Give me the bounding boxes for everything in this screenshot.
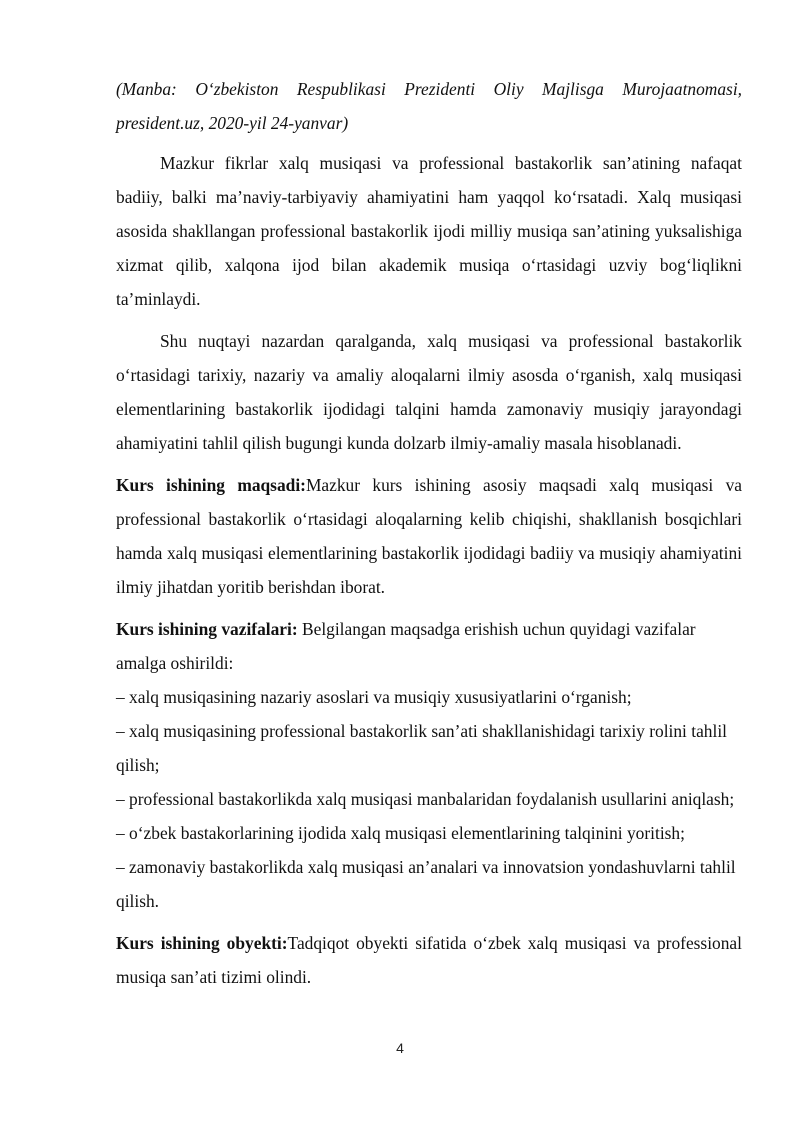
paragraph-relevance: Shu nuqtayi nazardan qaralganda, xalq musiqasi va professional bastakorlik o‘rtasidagi tarixiy, nazariy va amaliy aloqalarni ilmiy asosda o‘rganish, xalq musiqasi elementlarining bastakorlik ijodidagi talqini hamda zamonaviy musiqiy jarayondagi ahamiyatini tahlil qilish bugungi kunda dolzarb ilmiy-amaliy masala hisoblanadi. [116, 331, 742, 453]
object-label: Kurs ishining obyekti: [116, 933, 288, 953]
document-page [116, 72, 742, 1002]
object-section [116, 926, 742, 994]
task-item: – o‘zbek bastakorlarining ijodida xalq musiqasi elementlarining talqinini yoritish; [116, 823, 685, 843]
page-number: 4 [396, 1040, 404, 1056]
object-text: Tadqiqot obyekti sifatida o‘zbek xalq musiqasi va professional musiqa san’ati tizimi olindi. [116, 933, 742, 987]
tasks-section [116, 612, 742, 918]
tasks-intro [116, 612, 742, 680]
source-citation: (Manba: O‘zbekiston Respublikasi Prezidenti Oliy Majlisga Murojaatnomasi, president.uz, 2020-yil 24-yanvar) [116, 79, 742, 133]
tasks-intro-text: Belgilangan maqsadga erishish uchun quyidagi vazifalar amalga oshirildi: [116, 619, 696, 673]
goal-section [116, 468, 742, 604]
paragraph-significance: Mazkur fikrlar xalq musiqasi va professional bastakorlik san’atining nafaqat badiiy, balki ma’naviy-tarbiyaviy ahamiyatini ham yaqqol ko‘rsatadi. Xalq musiqasi asosida shakllangan professional bastakorlik ijodi milliy musiqa san’atining yuksalishiga xizmat qilib, xalqona ijod bilan akademik musiqa o‘rtasidagi uzviy bog‘liqlikni ta’minlaydi. [116, 153, 742, 309]
task-item: – xalq musiqasining professional bastakorlik san’ati shakllanishidagi tarixiy rolini tahlil qilish; [116, 721, 727, 775]
goal-label: Kurs ishining maqsadi: [116, 475, 306, 495]
task-item: – zamonaviy bastakorlikda xalq musiqasi an’analari va innovatsion yondashuvlarni tahlil qilish. [116, 857, 736, 911]
task-item: – professional bastakorlikda xalq musiqasi manbalaridan foydalanish usullarini aniqlash; [116, 789, 735, 809]
task-item: – xalq musiqasining nazariy asoslari va musiqiy xususiyatlarini o‘rganish; [116, 687, 632, 707]
tasks-label: Kurs ishining vazifalari: [116, 619, 298, 639]
goal-text: Mazkur kurs ishining asosiy maqsadi xalq musiqasi va professional bastakorlik o‘rtasidagi aloqalarning kelib chiqishi, shakllanish bosqichlari hamda xalq musiqasi elementlarining bastakorlik ijodidagi badiiy va musiqiy ahamiyatini ilmiy jihatdan yoritib berishdan iborat. [116, 475, 742, 597]
